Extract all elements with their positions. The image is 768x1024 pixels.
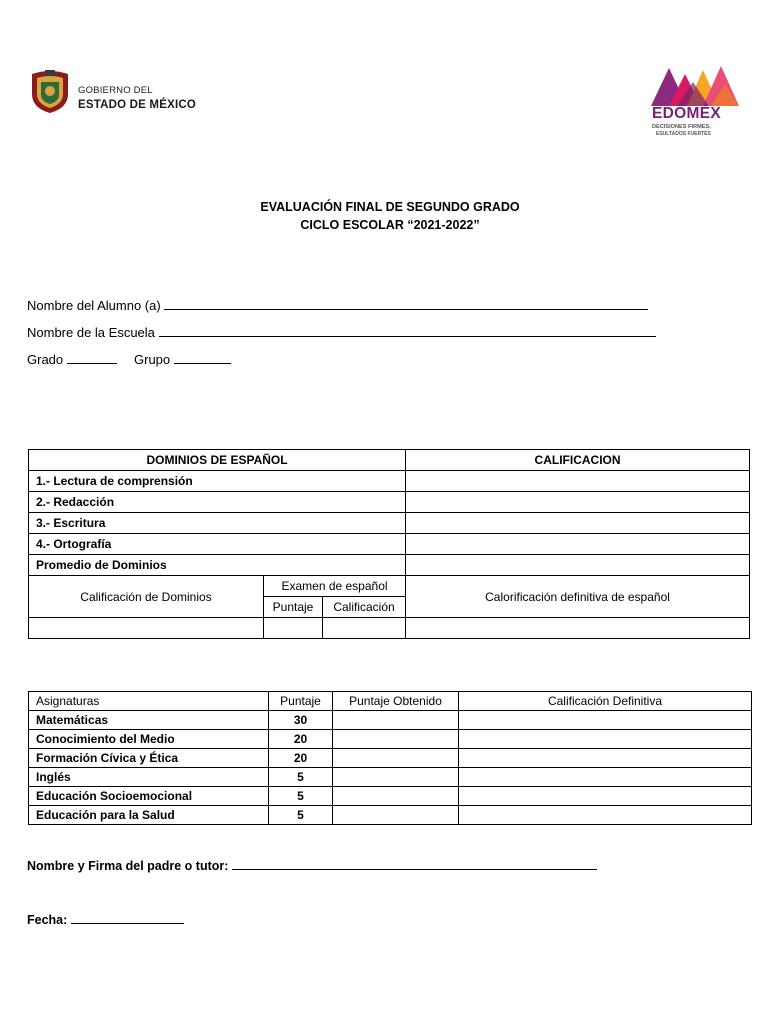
grupo-input[interactable] (174, 352, 231, 364)
edomex-tagline-2: ESULTADOS FUERTES (656, 131, 711, 137)
table-row (29, 534, 750, 555)
table-row (29, 471, 750, 492)
asignatura-name: Educación para la Salud (29, 806, 269, 825)
gov-logo-line1: GOBIERNO DEL (78, 85, 153, 96)
alumno-input[interactable] (164, 298, 648, 310)
asignatura-puntaje: 5 (269, 806, 333, 825)
fecha-label: Fecha: (27, 913, 68, 927)
state-seal-icon (28, 68, 72, 114)
dominio-label: 4.- Ortografía (29, 534, 406, 555)
asignaturas-header: Asignaturas (29, 692, 269, 711)
document-title: EVALUACIÓN FINAL DE SEGUNDO GRADO (260, 200, 520, 214)
gobierno-logo (28, 68, 203, 118)
table-row (29, 787, 752, 806)
calificacion-definitiva-cell[interactable] (459, 787, 752, 806)
grupo-label: Grupo (134, 352, 171, 367)
calificacion-definitiva-header: Calificación Definitiva (459, 692, 752, 711)
padre-tutor-label: Nombre y Firma del padre o tutor: (27, 859, 229, 873)
asignatura-name: Formación Cívica y Ética (29, 749, 269, 768)
calificacion-header: CALIFICACION (406, 450, 750, 471)
asignatura-name: Inglés (29, 768, 269, 787)
dominio-label: 2.- Redacción (29, 492, 406, 513)
dominios-table (28, 449, 750, 639)
asignatura-name: Educación Socioemocional (29, 787, 269, 806)
table-row (29, 513, 750, 534)
calificacion-dominios-label: Calificación de Dominios (29, 576, 264, 618)
calificacion-cell[interactable] (406, 492, 750, 513)
asignaturas-table (28, 691, 752, 825)
dominios-header: DOMINIOS DE ESPAÑOL (29, 450, 406, 471)
table-row (29, 618, 750, 639)
escuela-input[interactable] (159, 325, 656, 337)
edomex-logo (648, 64, 743, 144)
calificacion-cell[interactable] (406, 534, 750, 555)
calificacion-cell[interactable] (406, 555, 750, 576)
gov-logo-line2: ESTADO DE MÉXICO (78, 99, 196, 111)
alumno-label: Nombre del Alumno (a) (27, 298, 161, 313)
grado-grupo-field (27, 352, 231, 367)
grado-label: Grado (27, 352, 64, 367)
edomex-wordmark: EDOMÉX (652, 105, 721, 122)
asignatura-name: Conocimiento del Medio (29, 730, 269, 749)
table-row (29, 768, 752, 787)
asignatura-puntaje: 5 (269, 787, 333, 806)
asignaturas-header-row (29, 692, 752, 711)
puntaje-obtenido-header: Puntaje Obtenido (333, 692, 459, 711)
table-row (29, 749, 752, 768)
dominio-label: 1.- Lectura de comprensión (29, 471, 406, 492)
definitiva-label: Calorificación definitiva de español (406, 576, 750, 618)
table-row (29, 576, 750, 597)
puntaje-obtenido-cell[interactable] (333, 768, 459, 787)
puntaje-header: Puntaje (269, 692, 333, 711)
calificacion-definitiva-cell[interactable] (459, 749, 752, 768)
alumno-field (27, 298, 648, 313)
edomex-mountains-icon (651, 64, 739, 106)
dominio-label: 3.- Escritura (29, 513, 406, 534)
escuela-field (27, 325, 656, 340)
calificacion-cell[interactable] (406, 471, 750, 492)
puntaje-label: Puntaje (264, 597, 323, 618)
puntaje-cell[interactable] (264, 618, 323, 639)
asignatura-puntaje: 20 (269, 749, 333, 768)
asignatura-puntaje: 20 (269, 730, 333, 749)
asignatura-puntaje: 30 (269, 711, 333, 730)
padre-tutor-input[interactable] (232, 858, 597, 870)
table-row (29, 730, 752, 749)
calificacion-definitiva-cell[interactable] (459, 730, 752, 749)
table-row (29, 555, 750, 576)
asignatura-name: Matemáticas (29, 711, 269, 730)
calificacion-definitiva-cell[interactable] (459, 806, 752, 825)
table-row (29, 711, 752, 730)
dominios-header-row (29, 450, 750, 471)
table-row (29, 806, 752, 825)
escuela-label: Nombre de la Escuela (27, 325, 155, 340)
definitiva-cell[interactable] (406, 618, 750, 639)
document-subtitle: CICLO ESCOLAR “2021-2022” (300, 218, 480, 232)
calificacion-definitiva-cell[interactable] (459, 768, 752, 787)
table-row (29, 492, 750, 513)
calificacion-examen-cell[interactable] (323, 618, 406, 639)
edomex-tagline-1: DECISIONES FIRMES, (652, 124, 711, 130)
calificacion-dominios-cell[interactable] (29, 618, 264, 639)
puntaje-obtenido-cell[interactable] (333, 711, 459, 730)
puntaje-obtenido-cell[interactable] (333, 749, 459, 768)
calificacion-cell[interactable] (406, 513, 750, 534)
padre-tutor-field (27, 858, 597, 873)
calificacion-definitiva-cell[interactable] (459, 711, 752, 730)
dominio-label: Promedio de Dominios (29, 555, 406, 576)
asignatura-puntaje: 5 (269, 768, 333, 787)
examen-espanol-label: Examen de español (264, 576, 406, 597)
puntaje-obtenido-cell[interactable] (333, 787, 459, 806)
fecha-input[interactable] (71, 912, 184, 924)
grado-input[interactable] (67, 352, 117, 364)
fecha-field (27, 912, 184, 927)
calificacion-label: Calificación (323, 597, 406, 618)
puntaje-obtenido-cell[interactable] (333, 806, 459, 825)
puntaje-obtenido-cell[interactable] (333, 730, 459, 749)
